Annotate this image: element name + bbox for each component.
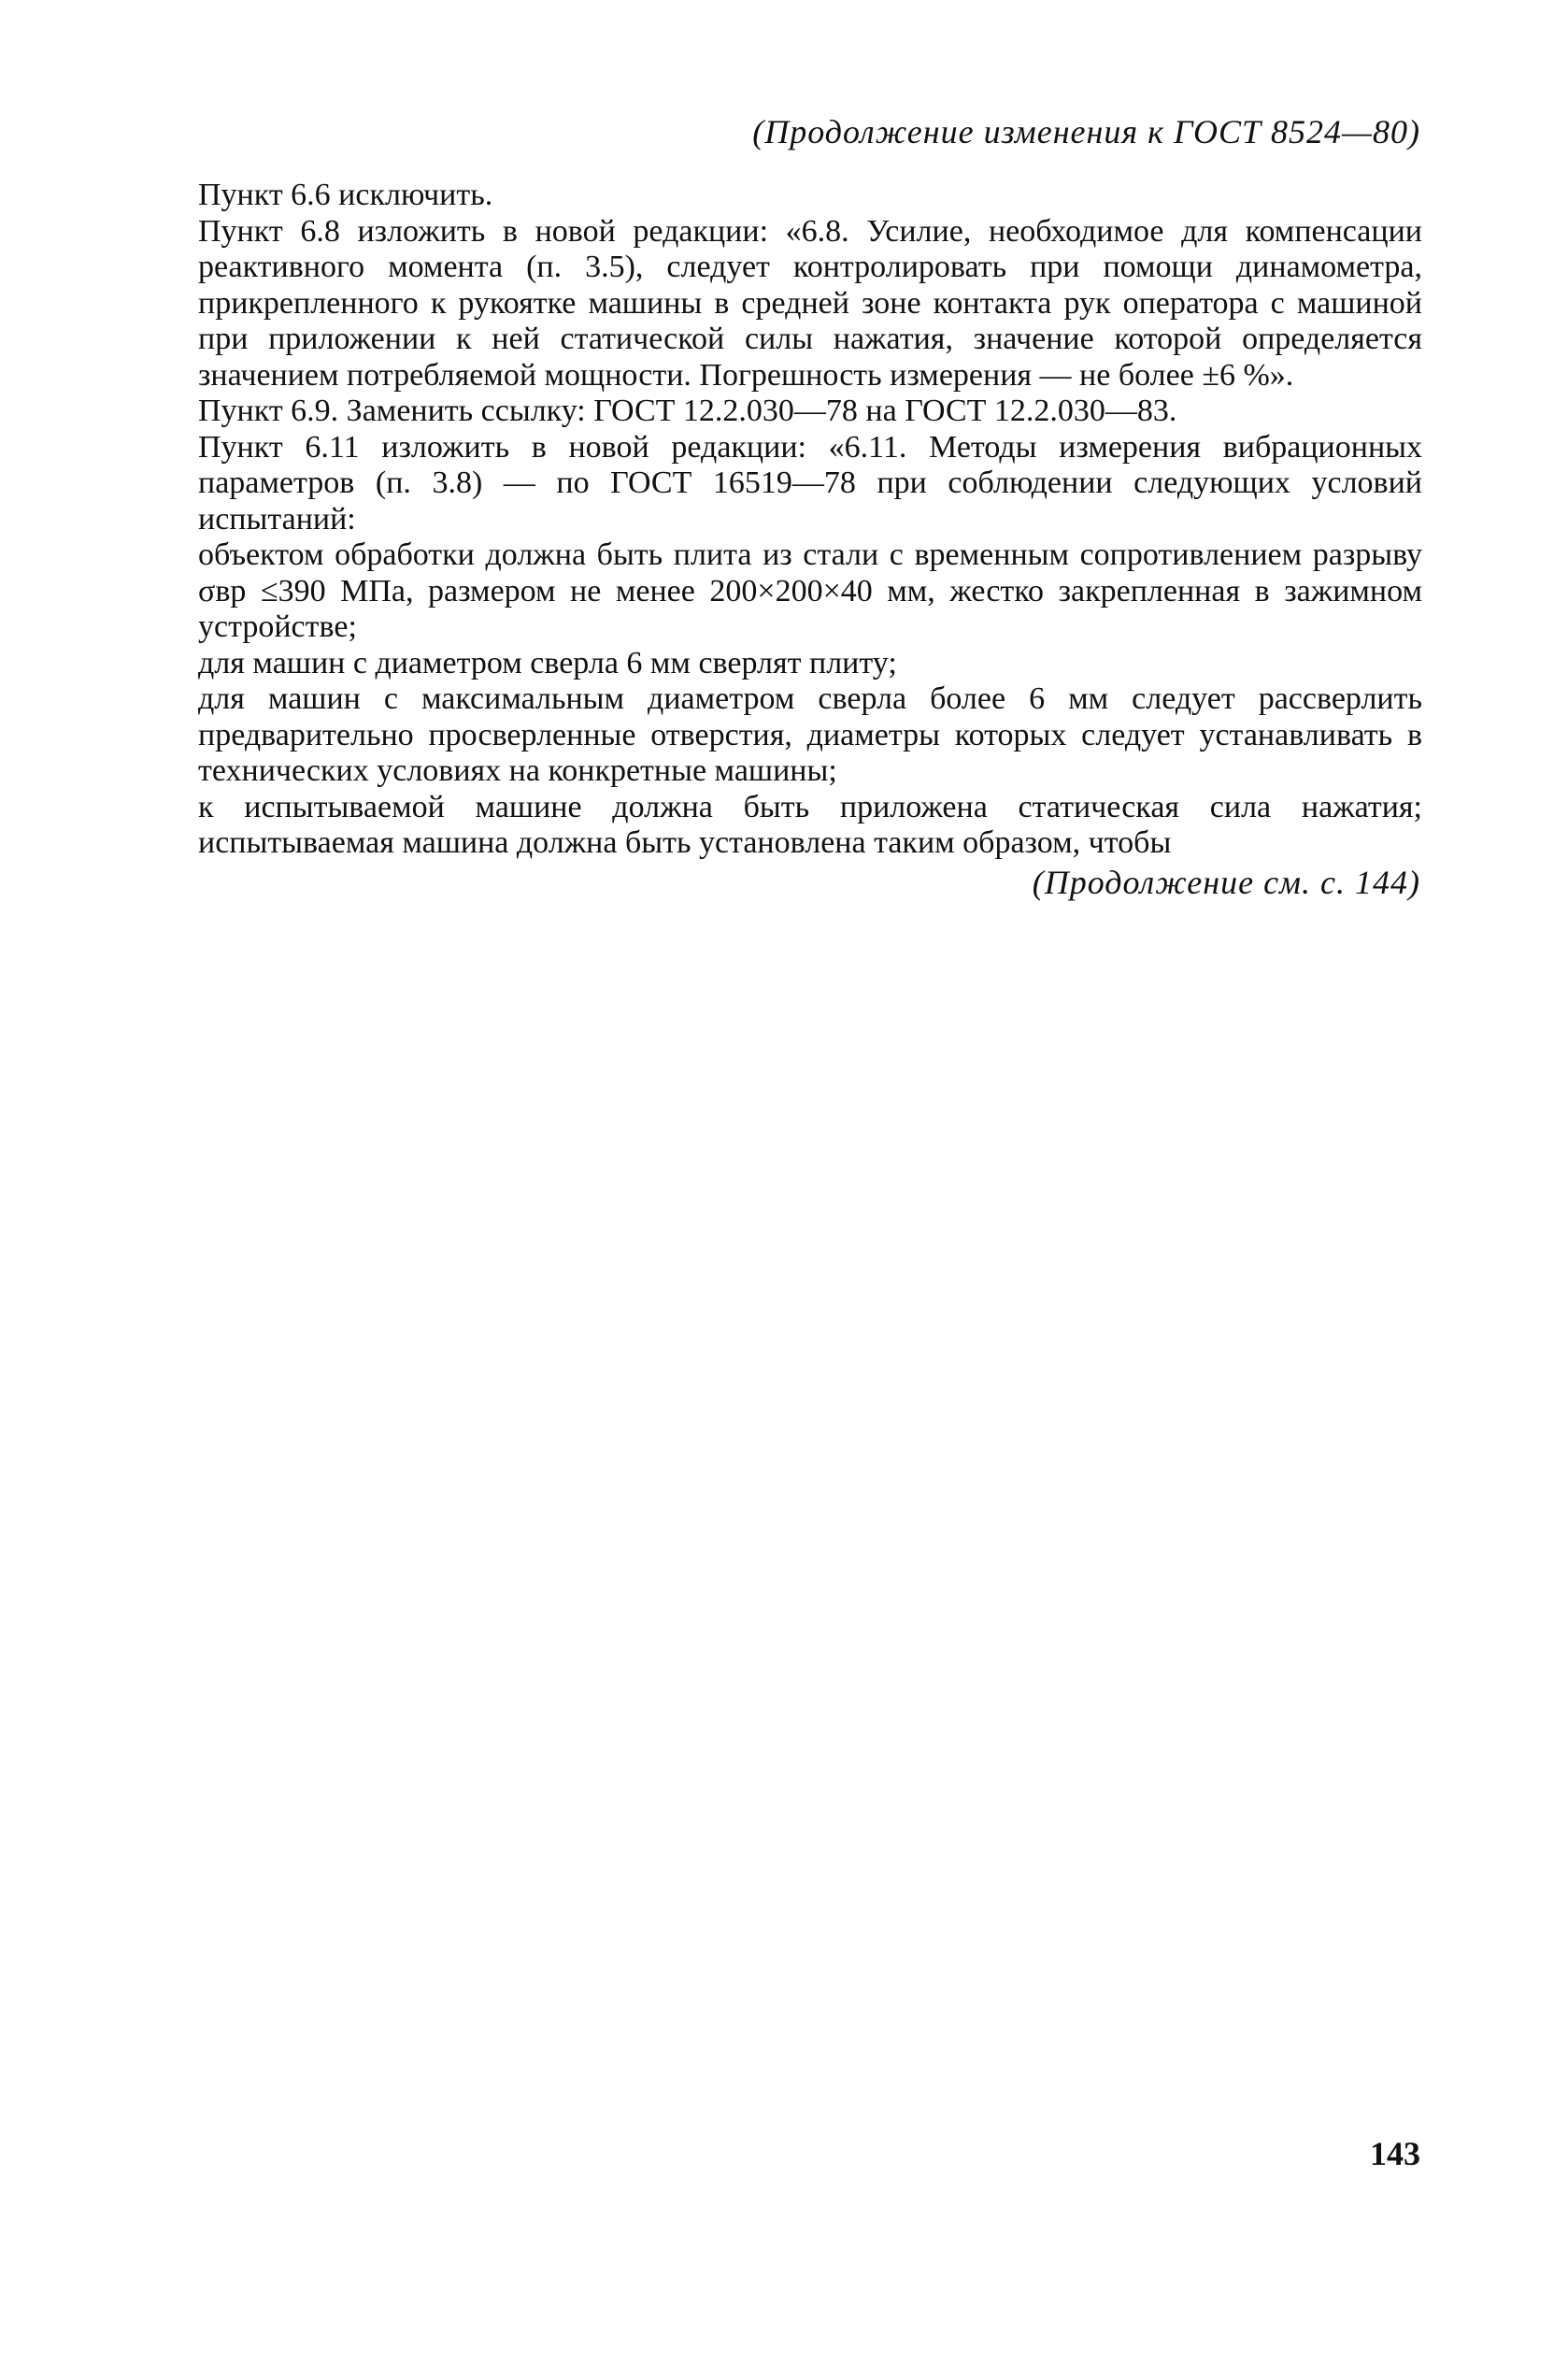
paragraph-condition-1: объектом обработки должна быть плита из стали с временным сопротивлением разрыву σвр ≤390 МПа, размером не менее 200×200×40 мм, жестко закрепленная в зажимном устройстве; bbox=[198, 537, 1422, 644]
paragraph-6-6: Пункт 6.6 исключить. bbox=[198, 178, 493, 212]
paragraph-condition-3: для машин с максимальным диаметром сверла более 6 мм следует рассверлить предварительно просверленные отверстия, диаметры которых следует устанавливать в технических условиях на конкретные машины; bbox=[198, 681, 1422, 788]
continuation-footer: (Продолжение см. с. 144) bbox=[1032, 864, 1420, 901]
paragraph-6-11: Пункт 6.11 изложить в новой редакции: «6.11. Методы измерения вибрационных параметров (п. 3.8) — по ГОСТ 16519—78 при соблюдении следующих условий испытаний: bbox=[198, 429, 1422, 537]
paragraph-6-9: Пункт 6.9. Заменить ссылку: ГОСТ 12.2.030—78 на ГОСТ 12.2.030—83. bbox=[198, 394, 1177, 428]
paragraph-condition-4: к испытываемой машине должна быть приложена статическая сила нажатия; испытываемая машина должна быть установлена таким образом, чтобы bbox=[198, 789, 1422, 860]
paragraph-6-8: Пункт 6.8 изложить в новой редакции: «6.8. Усилие, необходимое для компенсации реактивного момента (п. 3.5), следует контролировать при помощи динамометра, прикрепленного к рукоятке машины в средней зоне контакта рук оператора с машиной при приложении к ней статической силы нажатия, значение которой определяется значением потребляемой мощности. Погрешность измерения — не более ±6 %». bbox=[198, 213, 1422, 393]
body-text bbox=[198, 178, 1422, 862]
continuation-header: (Продолжение изменения к ГОСТ 8524—80) bbox=[752, 113, 1420, 150]
page-number: 143 bbox=[1370, 2135, 1420, 2172]
paragraph-condition-2: для машин с диаметром сверла 6 мм сверлят плиту; bbox=[198, 645, 897, 680]
